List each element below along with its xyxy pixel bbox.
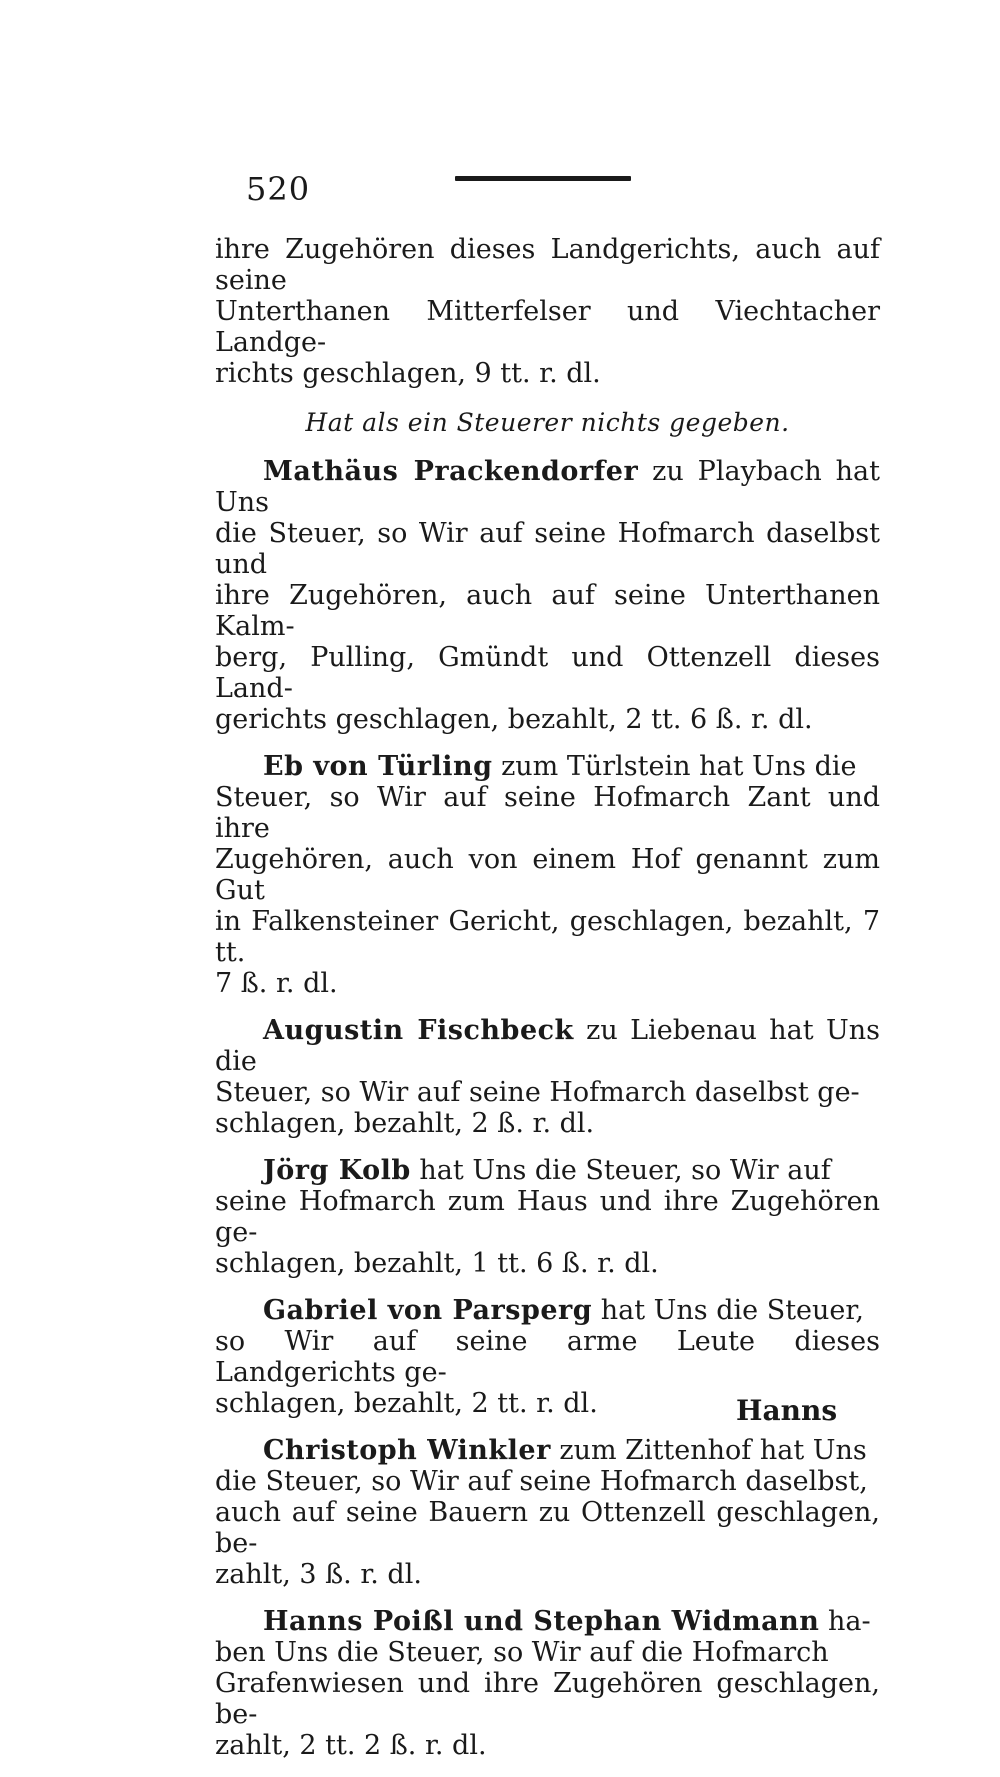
- entry-text: zum Türlstein hat Uns die Steuer, so Wir auf seine Hofmarch Zant und ihre Zugehören, auch von einem Hof genannt zum Gut in Falkensteiner Gericht, geschlagen, bezahlt, 7 tt. 7 ß. r. dl.: [215, 751, 880, 999]
- opening-paragraph: ihre Zugehören dieses Landgerichts, auch auf seine Unterthanen Mitterfelser und Viechtacher Landge- richts geschlagen, 9 tt. r. dl.: [215, 234, 880, 389]
- entry-name: Christoph Winkler: [263, 1435, 551, 1466]
- entry-name: Eb von Türling: [263, 751, 493, 782]
- entry-text: zum Zittenhof hat Uns die Steuer, so Wir auf seine Hofmarch daselbst, auch auf seine Bauern zu Ottenzell geschlagen, be- zahlt, 3 ß. r. dl.: [215, 1435, 880, 1590]
- entry-paragraph: [215, 1015, 880, 1139]
- entry-paragraph: [215, 1155, 880, 1279]
- entry-name: Jörg Kolb: [263, 1155, 411, 1186]
- entry-text: zu Liebenau hat Uns die Steuer, so Wir auf seine Hofmarch daselbst ge- schlagen, bezahlt, 2 ß. r. dl.: [215, 1015, 880, 1139]
- entry-name: Mathäus Prackendorfer: [263, 456, 639, 487]
- entry-text: zu Playbach hat Uns die Steuer, so Wir auf seine Hofmarch daselbst und ihre Zugehören, auch auf seine Unterthanen Kalm- berg, Pulling, Gmündt und Ottenzell dieses Land- gerichts geschlagen, bezahlt, 2 tt. 6 ß. r. dl.: [215, 456, 880, 735]
- centered-note: Hat als ein Steuerer nichts gegeben.: [305, 408, 790, 437]
- entry-text: hat Uns die Steuer, so Wir auf seine arme Leute dieses Landgerichts ge- schlagen, bezahlt, 2 tt. r. dl.: [215, 1295, 880, 1419]
- entry-text: hat Uns die Steuer, so Wir auf seine Hofmarch zum Haus und ihre Zugehören ge- schlagen, bezahlt, 1 tt. 6 ß. r. dl.: [215, 1155, 880, 1279]
- header-rule: [455, 176, 631, 181]
- entry-name: Augustin Fischbeck: [263, 1015, 574, 1046]
- entry-paragraph: [215, 456, 880, 735]
- entry-name: Hanns Poißl und Stephan Widmann: [263, 1606, 820, 1637]
- entry-paragraph: [215, 1606, 880, 1761]
- main-text: [215, 234, 880, 1777]
- page-number: 520: [246, 170, 311, 208]
- entry-text: ha- ben Uns die Steuer, so Wir auf die Hofmarch Grafenwiesen und ihre Zugehören geschlagen, be- zahlt, 2 tt. 2 ß. r. dl.: [215, 1606, 880, 1761]
- entry-name: Gabriel von Parsperg: [263, 1295, 593, 1326]
- catchword: Hanns: [736, 1394, 838, 1427]
- entry-paragraph: [215, 1435, 880, 1590]
- entry-paragraph: [215, 751, 880, 999]
